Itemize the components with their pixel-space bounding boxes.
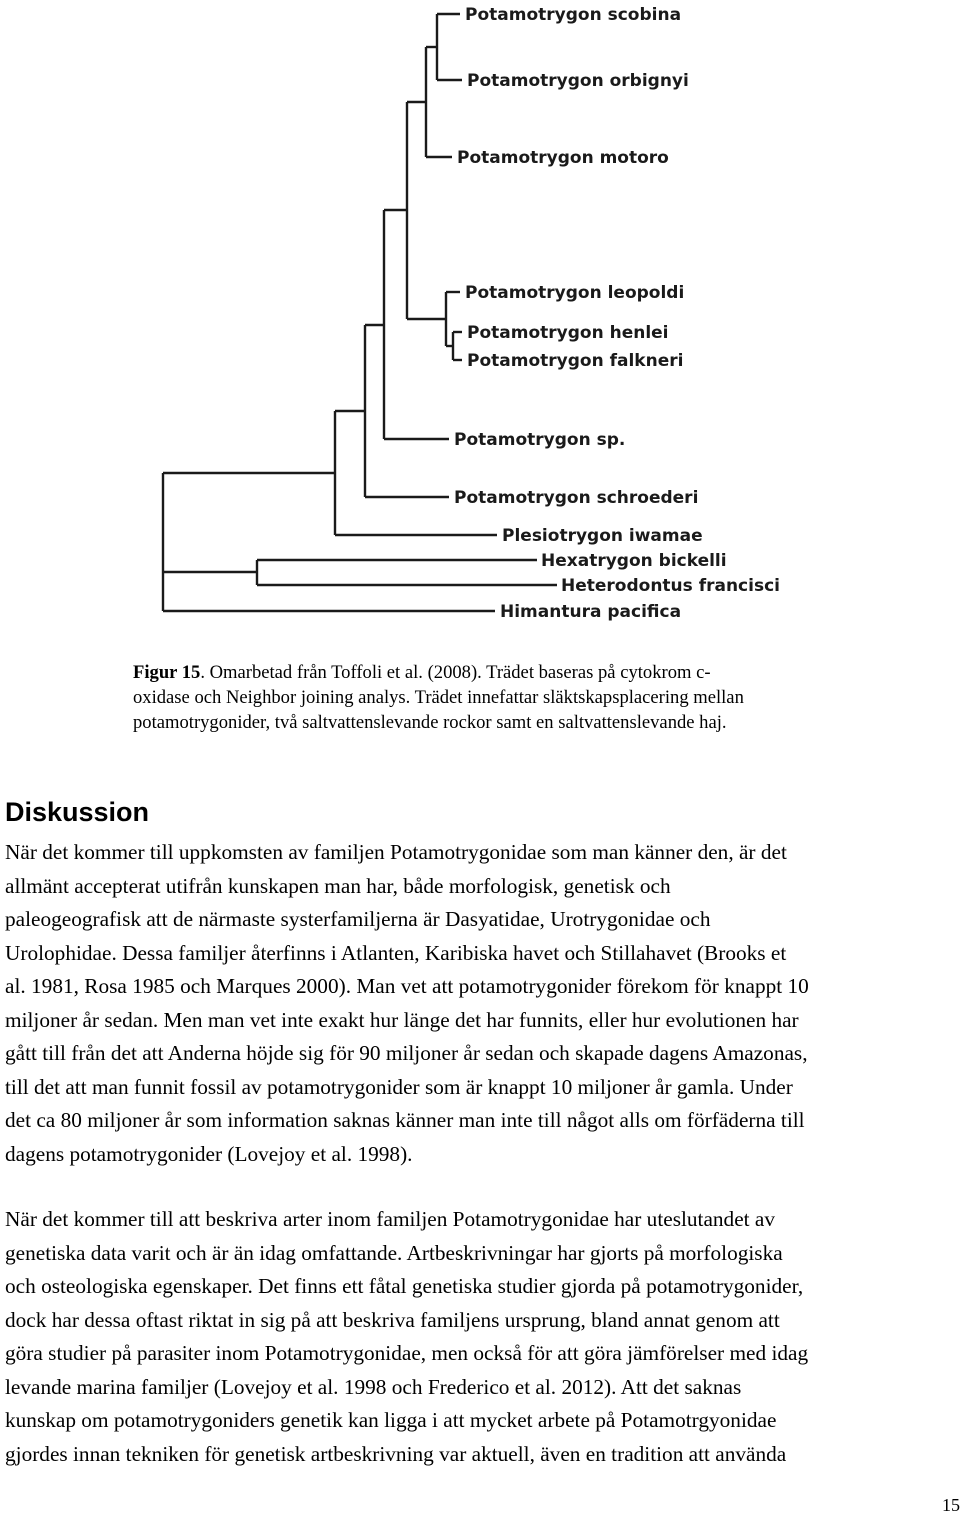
taxon-label: Potamotrygon orbignyi — [467, 71, 689, 91]
text-line: dagens potamotrygonider (Lovejoy et al. 1998). — [5, 1141, 413, 1166]
tree-labels — [454, 5, 780, 622]
paragraph-2 — [5, 1203, 960, 1471]
taxon-label: Potamotrygon scobina — [465, 5, 682, 25]
text-line: och osteologiska egenskaper. Det finns ett fåtal genetiska studier gjorda på potamotrygonider, — [5, 1274, 804, 1298]
text-line: till det att man funnit fossil av potamotrygonider som är knappt 10 miljoner år gamla. Under — [5, 1074, 793, 1099]
text-line: paleogeografisk att de närmaste systerfamiljerna är Dasyatidae, Urotrygonidae och — [5, 907, 711, 931]
taxon-label: Plesiotrygon iwamae — [502, 526, 703, 546]
tree-branches — [163, 14, 557, 611]
phylogenetic-tree-figure — [0, 0, 960, 650]
text-line: al. 1981, Rosa 1985 och Marques 2000). Man vet att potamotrygonider förekom för knappt 10 — [5, 974, 809, 998]
taxon-label: Himantura pacifica — [500, 602, 682, 622]
taxon-label: Potamotrygon motoro — [457, 148, 669, 168]
caption-line — [133, 660, 833, 685]
text-line: gått till från det att Anderna höjde sig för 90 miljoner år sedan och skapade dagens Amazonas, — [5, 1041, 808, 1065]
text-line: allmänt accepterat utifrån kunskapen man har, både morfologisk, genetisk och — [5, 873, 671, 898]
paragraph-1 — [5, 836, 960, 1171]
caption-line: oxidase och Neighbor joining analys. Trädet innefattar släktskapsplacering mellan — [133, 687, 744, 708]
text-line: göra studier på parasiter inom Potamotrygonidae, men också för att göra jämförelser med idag — [5, 1341, 809, 1365]
caption-line: potamotrygonider, två saltvattenslevande rockor samt en saltvattenslevande haj. — [133, 712, 727, 733]
taxon-label: Potamotrygon schroederi — [454, 488, 699, 508]
text-line: det ca 80 miljoner år som information saknas känner man inte till något alls om förfäderna till — [5, 1108, 805, 1132]
text-line: levande marina familjer (Lovejoy et al. 1998 och Frederico et al. 2012). Att det saknas — [5, 1374, 742, 1399]
taxon-label: Potamotrygon falkneri — [467, 351, 684, 371]
taxon-label: Potamotrygon leopoldi — [465, 283, 685, 303]
text-line: gjordes innan tekniken för genetisk artbeskrivning var aktuell, även en tradition att använda — [5, 1441, 787, 1466]
figure-label: Figur 15 — [133, 662, 201, 683]
text-line: miljoner år sedan. Men man vet inte exakt hur länge det har funnits, eller hur evolutionen har — [5, 1007, 799, 1032]
text-line: kunskap om potamotrygoniders genetik kan ligga i att mycket arbete på Potamotrgyonidae — [5, 1408, 777, 1432]
text-line: När det kommer till att beskriva arter inom familjen Potamotrygonidae har uteslutandet av — [5, 1207, 776, 1231]
taxon-label: Potamotrygon sp. — [454, 430, 626, 450]
page-number: 15 — [942, 1495, 960, 1515]
text-line: När det kommer till uppkomsten av familjen Potamotrygonidae som man känner den, är det — [5, 840, 787, 864]
caption-text: . Omarbetad från Toffoli et al. (2008). Trädet baseras på cytokrom c- — [200, 662, 711, 683]
figure-caption — [133, 660, 833, 735]
text-line: genetiska data varit och är än idag omfattande. Artbeskrivningar har gjorts på morfologiska — [5, 1240, 783, 1265]
taxon-label: Hexatrygon bickelli — [541, 551, 727, 571]
text-line: dock har dessa oftast riktat in sig på att beskriva familjens ursprung, bland annat genom att — [5, 1307, 780, 1332]
section-heading: Diskussion — [5, 797, 150, 827]
text-line: Urolophidae. Dessa familjer återfinns i Atlanten, Karibiska havet och Stillahavet (Brooks et — [5, 940, 787, 965]
taxon-label: Heterodontus francisci — [561, 576, 780, 596]
taxon-label: Potamotrygon henlei — [467, 323, 669, 343]
